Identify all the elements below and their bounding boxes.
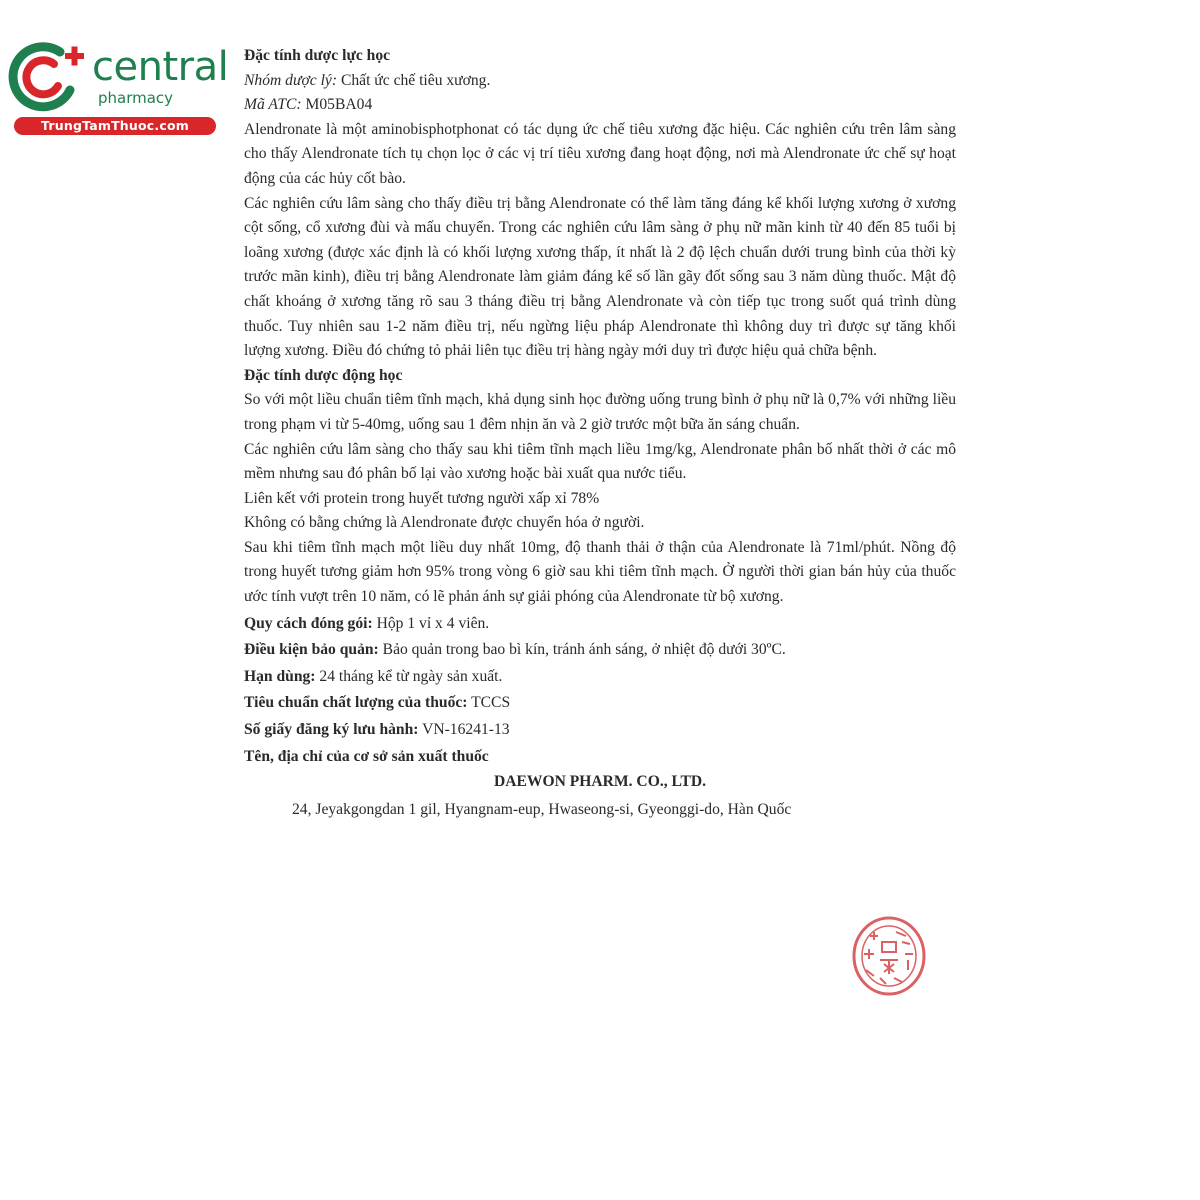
pharmacodynamics-paragraph-1: Alendronate là một aminobisphotphonat có tác dụng ức chế tiêu xương đặc hiệu. Các nghiên cứu trên lâm sàng cho thấy Alendronate tích tụ chọn lọc ở các vị trí tiêu xương đang hoạt động, nơi mà Alendronate ức chế sự hoạt động của các hủy cốt bào. (244, 120, 956, 187)
pharmacodynamics-paragraph-2: Các nghiên cứu lâm sàng cho thấy điều trị bằng Alendronate có thể làm tăng đáng kể khối lượng xương ở xương cột sống, cổ xương đùi và mấu chuyển. Trong các nghiên cứu lâm sàng ở phụ nữ mãn kinh từ 40 đến 85 tuổi bị loãng xương (được xác định là có khối lượng xương thấp, ít nhất là 2 độ lệch chuẩn dưới trung bình của thời kỳ trước mãn kinh), điều trị bằng Alendronate làm giảm đáng kể số lần gãy đốt sống sau 3 năm dùng thuốc. Mật độ chất khoáng ở xương tăng rõ sau 3 tháng điều trị bằng Alendronate và còn tiếp tục trong suốt quá trình dùng thuốc. Tuy nhiên sau 1-2 năm điều trị, nếu ngừng liệu pháp Alendronate thì không duy trì được sự tăng khối lượng xương. Điều đó chứng tỏ phải liên tục điều trị hàng ngày mới duy trì được hiệu quả chữa bệnh. (244, 194, 956, 360)
pharmacologic-group-label: Nhóm dược lý: (244, 71, 338, 89)
atc-code-label: Mã ATC: (244, 96, 302, 114)
expiry-value: 24 tháng kể từ ngày sản xuất. (315, 667, 503, 685)
quality-standard-value: TCCS (467, 694, 511, 712)
leaflet-page (244, 44, 956, 822)
storage-line (244, 638, 956, 663)
manufacturer-address: 24, Jeyakgongdan 1 gil, Hyangnam-eup, Hwaseong-si, Gyeonggi-do, Hàn Quốc (292, 800, 792, 818)
packaging-label: Quy cách đóng gói: (244, 614, 373, 632)
manufacturer-name: DAEWON PHARM. CO., LTD. (493, 773, 707, 791)
expiry-label: Hạn dùng: (244, 667, 316, 685)
pharmacodynamics-heading: Đặc tính dược lực học (244, 47, 391, 64)
pharmacologic-group-line (244, 69, 956, 94)
pharmacokinetics-paragraph-3: Liên kết với protein trong huyết tương người xấp xỉ 78% (244, 489, 600, 507)
packaging-line (244, 612, 956, 637)
storage-value: Bảo quản trong bao bì kín, tránh ánh sáng, ở nhiệt độ dưới 30ºC. (378, 641, 786, 659)
manufacturer-heading: Tên, địa chỉ của cơ sở sản xuất thuốc (244, 747, 489, 765)
company-seal-icon (850, 914, 928, 998)
brand-tagline: pharmacy (98, 89, 174, 107)
registration-label: Số giấy đăng ký lưu hành: (244, 721, 419, 739)
pharmacokinetics-paragraph-4: Không có bằng chứng là Alendronate được chuyển hóa ở người. (244, 514, 645, 532)
atc-code-value: M05BA04 (301, 96, 373, 114)
quality-standard-label: Tiêu chuẩn chất lượng của thuốc: (244, 694, 468, 712)
brand-website: TrungTamThuoc.com (14, 117, 216, 135)
atc-code-line (244, 93, 956, 118)
pharmacologic-group-value: Chất ức chế tiêu xương. (337, 71, 491, 89)
registration-line (244, 718, 956, 743)
brand-name: central (92, 44, 229, 90)
expiry-line (244, 665, 956, 690)
pharmacokinetics-paragraph-5: Sau khi tiêm tĩnh mạch một liều duy nhất 10mg, độ thanh thải ở thận của Alendronate là 71ml/phút. Nồng độ trong huyết tương giảm hơn 95% trong vòng 6 giờ sau khi tiêm tĩnh mạch. Ở người thời gian bán hủy của thuốc ước tính vượt trên 10 năm, có lẽ phản ánh sự giải phóng của Alendronate từ bộ xương. (244, 538, 956, 606)
registration-value: VN-16241-13 (418, 721, 510, 739)
quality-standard-line (244, 691, 956, 716)
packaging-value: Hộp 1 vỉ x 4 viên. (372, 614, 490, 632)
logo-mark-icon (8, 38, 92, 118)
pharmacokinetics-heading: Đặc tính dược động học (244, 366, 403, 384)
pharmacokinetics-paragraph-2: Các nghiên cứu lâm sàng cho thấy sau khi tiêm tĩnh mạch liều 1mg/kg, Alendronate phân bố nhất thời ở các mô mềm nhưng sau đó phân bố lại vào xương hoặc bài xuất qua nước tiểu. (244, 440, 956, 483)
storage-label: Điều kiện bảo quản: (244, 641, 379, 659)
central-pharmacy-logo (8, 38, 229, 138)
pharmacokinetics-paragraph-1: So với một liều chuẩn tiêm tĩnh mạch, khả dụng sinh học đường uống trung bình ở phụ nữ là 0,7% với những liều trong phạm vi từ 5-40mg, uống sau 1 đêm nhịn ăn và 2 giờ trước một bữa ăn sáng chuẩn. (244, 391, 956, 433)
